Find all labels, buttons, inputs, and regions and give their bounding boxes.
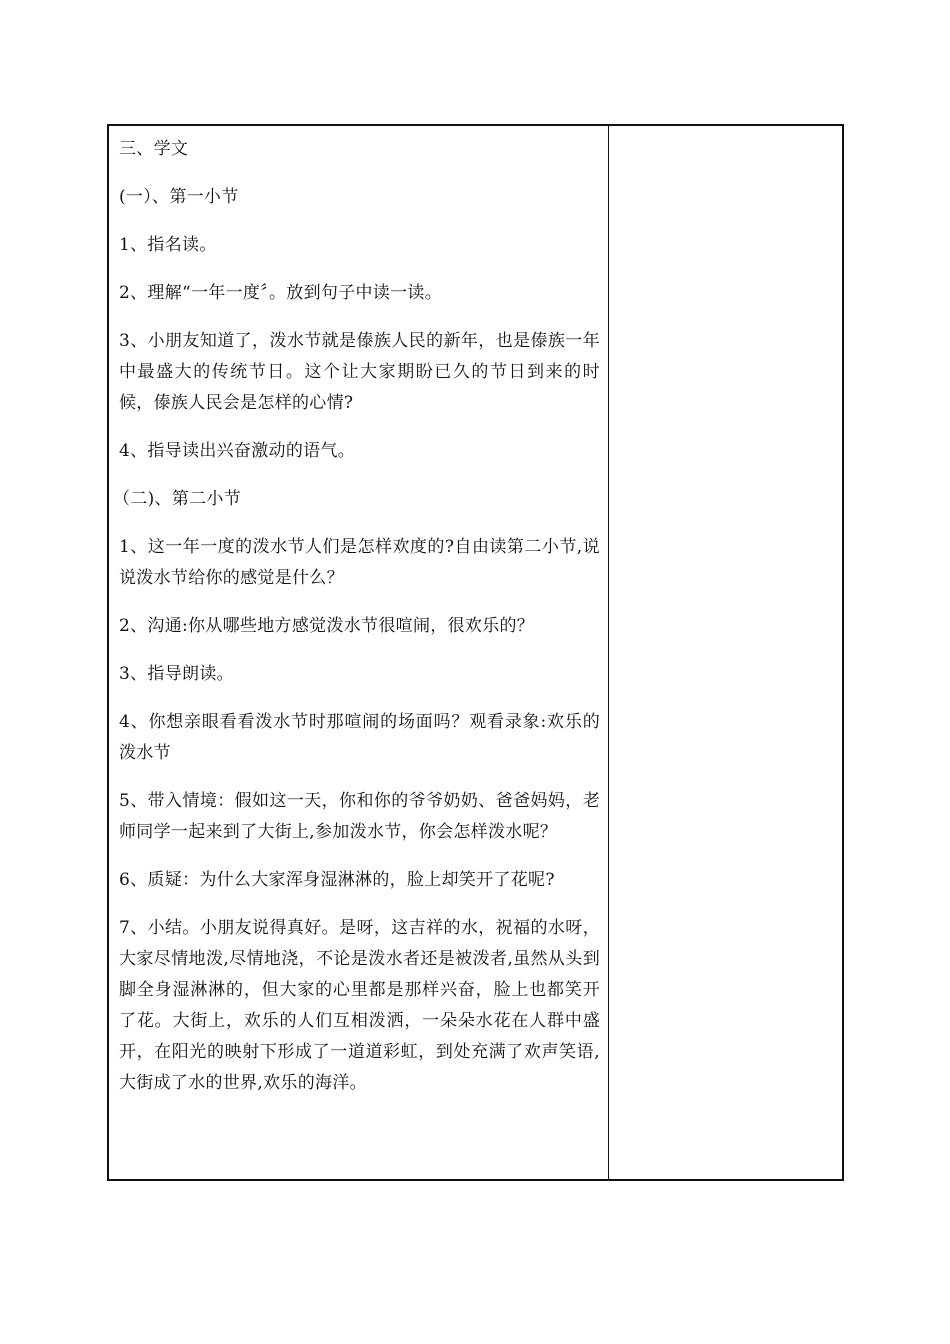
- step-item: 1、指名读。: [119, 235, 217, 255]
- notes-column: [609, 126, 842, 1179]
- content-column: [109, 126, 609, 1179]
- step-item: 4、指导读出兴奋激动的语气。: [119, 441, 356, 461]
- step-item: 6、质疑：为什么大家浑身湿淋淋的，脸上却笑开了花呢?: [119, 870, 555, 890]
- summary-paragraph: 7、小结。小朋友说得真好。是呀，这吉祥的水，祝福的水呀，大家尽情地泼,尽情地浇，不论是泼水者还是被泼者,虽然从头到脚全身湿淋淋的，但大家的心里都是那样兴奋，脸上也都笑开了花。大街上，欢乐的人们互相泼洒，一朵朵水花在人群中盛开，在阳光的映射下形成了一道道彩虹，到处充满了欢声笑语,大街成了水的世界,欢乐的海洋。: [119, 918, 600, 1093]
- step-item: 3、小朋友知道了，泼水节就是傣族人民的新年，也是傣族一年中最盛大的传统节日。这个让大家期盼已久的节日到来的时候，傣族人民会是怎样的心情?: [119, 331, 600, 413]
- step-item: 4、你想亲眼看看泼水节时那喧闹的场面吗？观看录象:欢乐的泼水节: [119, 712, 600, 763]
- step-item: 2、沟通:你从哪些地方感觉泼水节很喧闹，很欢乐的？: [119, 616, 535, 636]
- step-item: 1、这一年一度的泼水节人们是怎样欢度的?自由读第二小节,说说泼水节给你的感觉是什么？: [119, 537, 600, 588]
- section-heading: 三、学文: [119, 139, 189, 159]
- step-item: 2、理解“一年一度〞。放到句子中读一读。: [119, 283, 443, 303]
- step-item: 3、指导朗读。: [119, 664, 234, 684]
- step-item: 5、带入情境：假如这一天，你和你的爷爷奶奶、爸爸妈妈，老师同学一起来到了大街上,参加泼水节，你会怎样泼水呢？: [119, 791, 600, 842]
- lesson-plan-table: [107, 124, 844, 1181]
- subsection-heading: (一）、第一小节: [119, 187, 239, 207]
- subsection-heading: （二)、第二小节: [113, 489, 242, 509]
